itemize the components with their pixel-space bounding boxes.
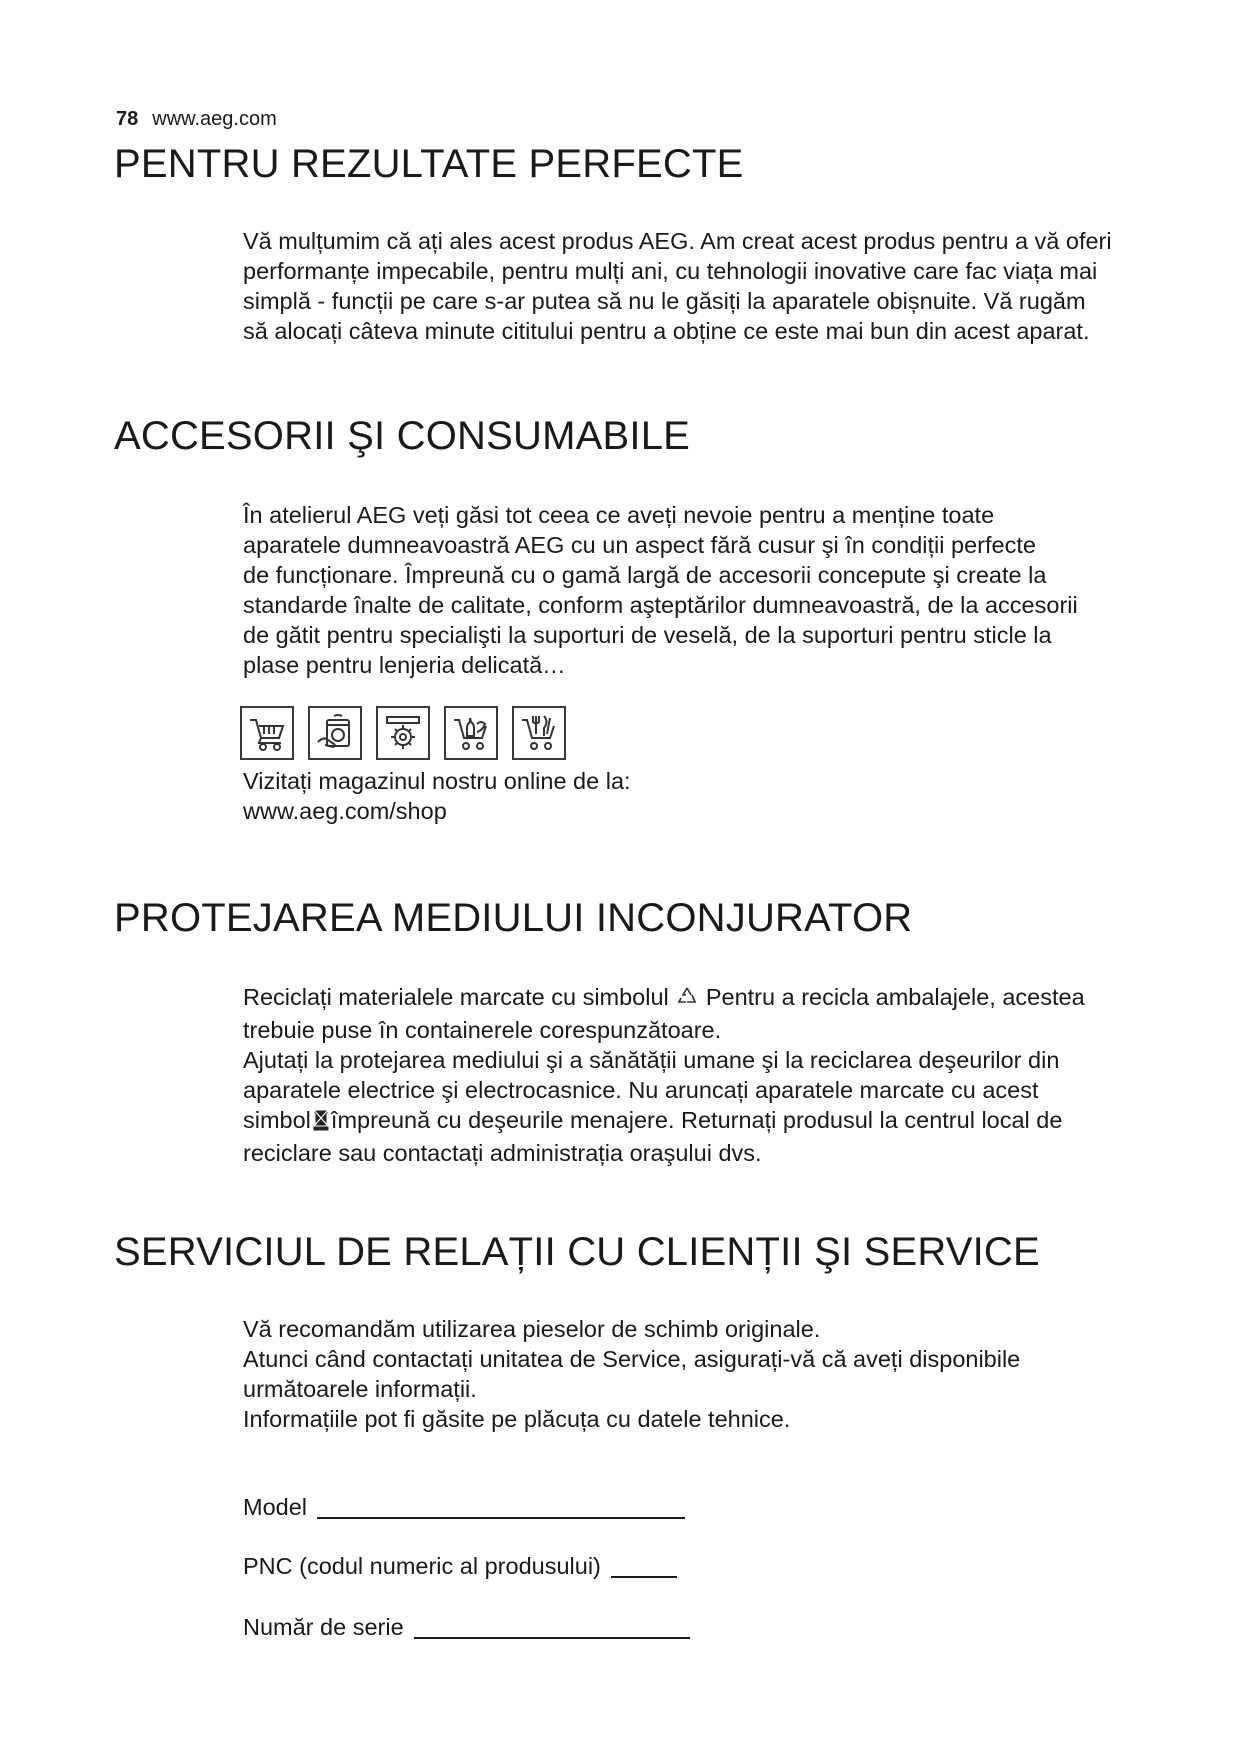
paragraph-line: reciclare sau contactați administrația oraşului dvs. bbox=[243, 1140, 762, 1166]
section-title-environment: PROTEJAREA MEDIULUI INCONJURATOR bbox=[114, 896, 913, 940]
pnc-label: PNC (codul numeric al produsului) bbox=[243, 1553, 601, 1579]
paragraph-line: să alocați câteva minute cititului pentru a obține ce este mai bun din acest aparat. bbox=[243, 318, 1090, 344]
website-url[interactable]: www.aeg.com bbox=[152, 108, 277, 130]
section-title-service: SERVICIUL DE RELAȚII CU CLIENȚII ŞI SERVICE bbox=[114, 1230, 1040, 1274]
paragraph-line: plase pentru lenjeria delicată… bbox=[243, 652, 566, 678]
recycle-icon bbox=[677, 985, 697, 1015]
paragraph-line: de funcționare. Împreună cu o gamă largă de accesorii concepute şi create la bbox=[243, 562, 1047, 588]
paragraph-line: simplă - funcții pe care s-ar putea să nu le găsiți la aparatele obișnuite. Vă rugăm bbox=[243, 288, 1086, 314]
section-body-environment bbox=[243, 982, 1163, 1168]
paragraph-line: performanțe impecabile, pentru mulți ani, cu tehnologii inovative care fac viața mai bbox=[243, 258, 1098, 284]
pnc-blank[interactable] bbox=[611, 1554, 677, 1578]
section-body-accessories bbox=[243, 500, 1163, 680]
model-label: Model bbox=[243, 1494, 308, 1520]
gear-appliance-icon bbox=[376, 706, 430, 760]
paragraph-line: aparatele dumneavoastră AEG cu un aspect fără cusur şi în condiții perfecte bbox=[243, 532, 1036, 558]
washing-machine-hand-icon bbox=[308, 706, 362, 760]
section-body-perfect bbox=[243, 226, 1163, 346]
model-field[interactable] bbox=[243, 1494, 685, 1521]
paragraph-line: În atelierul AEG veți găsi tot ceea ce aveți nevoie pentru a menține toate bbox=[243, 502, 995, 528]
paragraph-line: Atunci când contactați unitatea de Service, asigurați-vă că aveți disponibile bbox=[243, 1346, 1021, 1372]
accessory-icons-row bbox=[240, 706, 566, 760]
cart-bottle-icon bbox=[444, 706, 498, 760]
paragraph-line: trebuie puse în containerele corespunzătoare. bbox=[243, 1017, 722, 1043]
paragraph-text: Reciclați materialele marcate cu simbolul bbox=[243, 984, 669, 1010]
serial-label: Număr de serie bbox=[243, 1614, 404, 1640]
page-number: 78 bbox=[116, 108, 139, 130]
serial-field[interactable] bbox=[243, 1614, 690, 1641]
paragraph-text: simbol bbox=[243, 1107, 311, 1133]
section-title-accessories: ACCESORII ŞI CONSUMABILE bbox=[114, 414, 691, 458]
paragraph-line: aparatele electrice şi electrocasnice. Nu aruncați aparatele marcate cu acest bbox=[243, 1077, 1039, 1103]
paragraph-line: standarde înalte de calitate, conform aşteptărilor dumneavoastră, de la accesorii bbox=[243, 592, 1078, 618]
paragraph-text: Pentru a recicla ambalajele, acestea bbox=[705, 984, 1085, 1010]
model-blank[interactable] bbox=[317, 1495, 685, 1519]
section-title-perfect: PENTRU REZULTATE PERFECTE bbox=[114, 142, 744, 186]
pnc-field[interactable] bbox=[243, 1553, 677, 1580]
paragraph-line: Vă recomandăm utilizarea pieselor de schimb originale. bbox=[243, 1316, 821, 1342]
cart-utensils-icon bbox=[512, 706, 566, 760]
paragraph-line: Ajutați la protejarea mediului şi a sănătății umane şi la reciclarea deşeurilor din bbox=[243, 1047, 1060, 1073]
shop-link[interactable]: www.aeg.com/shop bbox=[243, 798, 447, 824]
paragraph-line: de gătit pentru specialişti la suporturi de veselă, de la suporturi pentru sticle la bbox=[243, 622, 1052, 648]
section-body-service bbox=[243, 1314, 1163, 1434]
paragraph-line: Vă mulțumim că ați ales acest produs AEG. Am creat acest produs pentru a vă oferi bbox=[243, 228, 1112, 254]
shop-info bbox=[243, 766, 1163, 826]
shop-text: Vizitați magazinul nostru online de la: bbox=[243, 768, 631, 794]
page-header bbox=[116, 108, 277, 131]
serial-blank[interactable] bbox=[414, 1615, 690, 1639]
paragraph-text: împreună cu deşeurile menajere. Returnați produsul la centrul local de bbox=[330, 1107, 1063, 1133]
paragraph-line: următoarele informații. bbox=[243, 1376, 477, 1402]
crossed-bin-icon bbox=[313, 1108, 329, 1138]
shopping-cart-icon bbox=[240, 706, 294, 760]
paragraph-line: Informațiile pot fi găsite pe plăcuța cu datele tehnice. bbox=[243, 1406, 791, 1432]
